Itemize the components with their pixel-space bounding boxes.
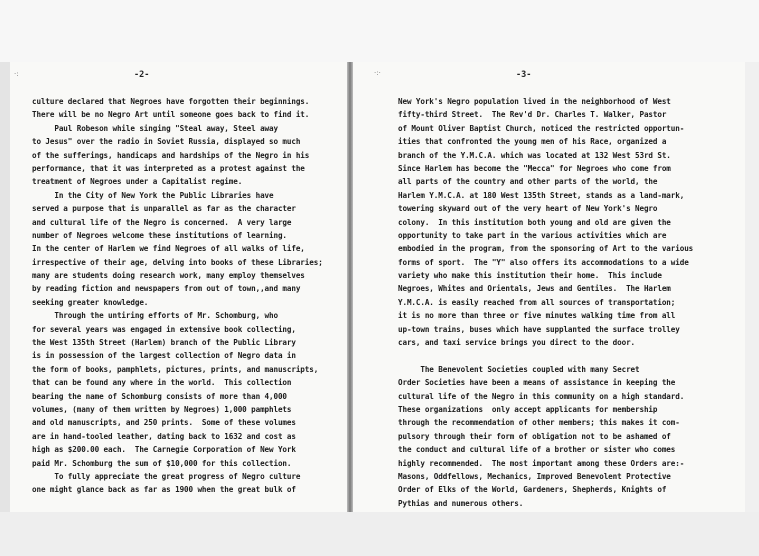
text-line: There will be no Negro Art until someone goes back to find it. <box>32 110 310 120</box>
book-gutter <box>347 62 353 512</box>
text-line: Masons, Oddfellows, Mechanics, Improved Benevolent Protective <box>398 471 671 481</box>
text-line: and old manuscripts, and 250 prints. Some of these volumes <box>32 418 296 428</box>
text-line: is in possession of the largest collection of Negro data in <box>32 351 296 361</box>
text-line: volumes, (many of them written by Negroes) 1,000 pamphlets <box>32 404 292 414</box>
text-line: served a purpose that is unparallel as far as the character <box>32 204 296 214</box>
text-line: all parts of the country and other parts of the world, the <box>398 177 658 187</box>
text-line: Harlem Y.M.C.A. at 180 West 135th Street, stands as a land-mark, <box>398 190 685 200</box>
text-line: variety who make this institution their home. This include <box>398 271 662 281</box>
text-line: seeking greater knowledge. <box>32 297 149 307</box>
text-line: by reading fiction and newspapers from out of town,,and many <box>32 284 301 294</box>
text-line: of the sufferings, handicaps and hardships of the Negro in his <box>32 150 310 160</box>
text-line: of Mount Oliver Baptist Church, noticed the restricted opportun- <box>398 123 685 133</box>
left-scan-edge <box>0 62 10 512</box>
text-line: and cultural life of the Negro is concerned. A very large <box>32 217 292 227</box>
text-line: one might glance back as far as 1900 when the great bulk of <box>32 485 296 495</box>
text-line: irrespective of their age, delving into books of these Libraries; <box>32 257 323 267</box>
text-line <box>398 349 693 362</box>
text-line: treatment of Negroes under a Capitalist regime. <box>32 177 243 187</box>
text-line: colony. In this institution both young and old are given the <box>398 217 671 227</box>
text-line: that can be found any where in the world. This collection <box>32 378 292 388</box>
text-line: These organizations only accept applicants for membership <box>398 404 658 414</box>
text-line: towering skyward out of the very heart of New York's Negro <box>398 204 658 214</box>
text-line: In the City of New York the Public Libraries have <box>32 190 274 200</box>
left-page <box>10 62 350 512</box>
text-line: highly recommended. The most important among these Orders are:- <box>398 458 685 468</box>
text-line: Order Societies have been a means of assistance in keeping the <box>398 378 676 388</box>
right-page-number: -3- <box>516 70 532 80</box>
right-scan-edge <box>745 62 759 512</box>
text-line: for several years was engaged in extensive book collecting, <box>32 324 296 334</box>
text-line: ities that confronted the young men of his Race, organized a <box>398 137 667 147</box>
text-line: the form of books, pamphlets, pictures, prints, and manuscripts, <box>32 364 319 374</box>
text-line: Negroes, Whites and Orientals, Jews and Gentiles. The Harlem <box>398 284 671 294</box>
right-page <box>350 62 745 512</box>
scan-artifact: ·:· <box>374 69 381 77</box>
text-line: it is no more than three or five minutes walking time from all <box>398 311 676 321</box>
text-line: New York's Negro population lived in the neighborhood of West <box>398 97 671 106</box>
text-line: high as $200.00 each. The Carnegie Corporation of New York <box>32 445 296 455</box>
text-line: Through the untiring efforts of Mr. Schomburg, who <box>32 311 278 321</box>
text-line: fifty-third Street. The Rev'd Dr. Charles T. Walker, Pastor <box>398 110 667 120</box>
text-line: culture declared that Negroes have forgotten their beginnings. <box>32 97 310 106</box>
text-line: Pythias and numerous others. <box>398 498 524 508</box>
scan-artifact: ·: <box>14 70 19 78</box>
text-line: many are students doing research work, many employ themselves <box>32 271 305 281</box>
text-line: through the recommendation of other members; this makes it com- <box>398 418 680 428</box>
text-line: To fully appreciate the great progress of Negro culture <box>32 471 301 481</box>
text-line: the conduct and cultural life of a brother or sister who comes <box>398 445 676 455</box>
text-line: embodied in the program, from the sponsoring of Art to the various <box>398 244 694 254</box>
text-line: cars, and taxi service brings you direct to the door. <box>398 338 636 348</box>
text-line: pulsory through their form of obligation not to be ashamed of <box>398 431 671 441</box>
text-line: the West 135th Street (Harlem) branch of the Public Library <box>32 338 296 348</box>
text-line: bearing the name of Schomburg consists of more than 4,000 <box>32 391 287 401</box>
text-line: performance, that it was interpreted as a protest against the <box>32 163 305 173</box>
text-line: paid Mr. Schomburg the sum of $10,000 for this collection. <box>32 458 292 468</box>
text-line: up-town trains, buses which have supplanted the surface trolley <box>398 324 680 334</box>
text-line: number of Negroes welcome these institutions of learning. <box>32 230 287 240</box>
text-line: branch of the Y.M.C.A. which was located at 132 West 53rd St. <box>398 150 671 160</box>
text-line: Y.M.C.A. is easily reached from all sources of transportation; <box>398 297 676 307</box>
text-line: Since Harlem has become the "Mecca" for Negroes who come from <box>398 163 671 173</box>
text-line: opportunity to take part in the various activities which are <box>398 230 667 240</box>
text-line: Order of Elks of the World, Gardeners, Shepherds, Knights of <box>398 485 667 495</box>
right-page-text <box>398 95 693 510</box>
left-page-number: -2- <box>134 70 150 80</box>
text-line: cultural life of the Negro in this community on a high standard. <box>398 391 685 401</box>
text-line: are in hand-tooled leather, dating back to 1632 and cost as <box>32 431 296 441</box>
text-line: forms of sport. The "Y" also offers its accommodations to a wide <box>398 257 689 267</box>
bottom-margin <box>0 512 759 556</box>
text-line: to Jesus" over the radio in Soviet Russia, displayed so much <box>32 137 301 147</box>
top-margin <box>0 0 759 62</box>
text-line: Paul Robeson while singing "Steal away, Steel away <box>32 123 278 133</box>
left-page-text <box>32 95 323 497</box>
text-line: In the center of Harlem we find Negroes of all walks of life, <box>32 244 305 254</box>
text-line: The Benevolent Societies coupled with many Secret <box>398 364 640 374</box>
